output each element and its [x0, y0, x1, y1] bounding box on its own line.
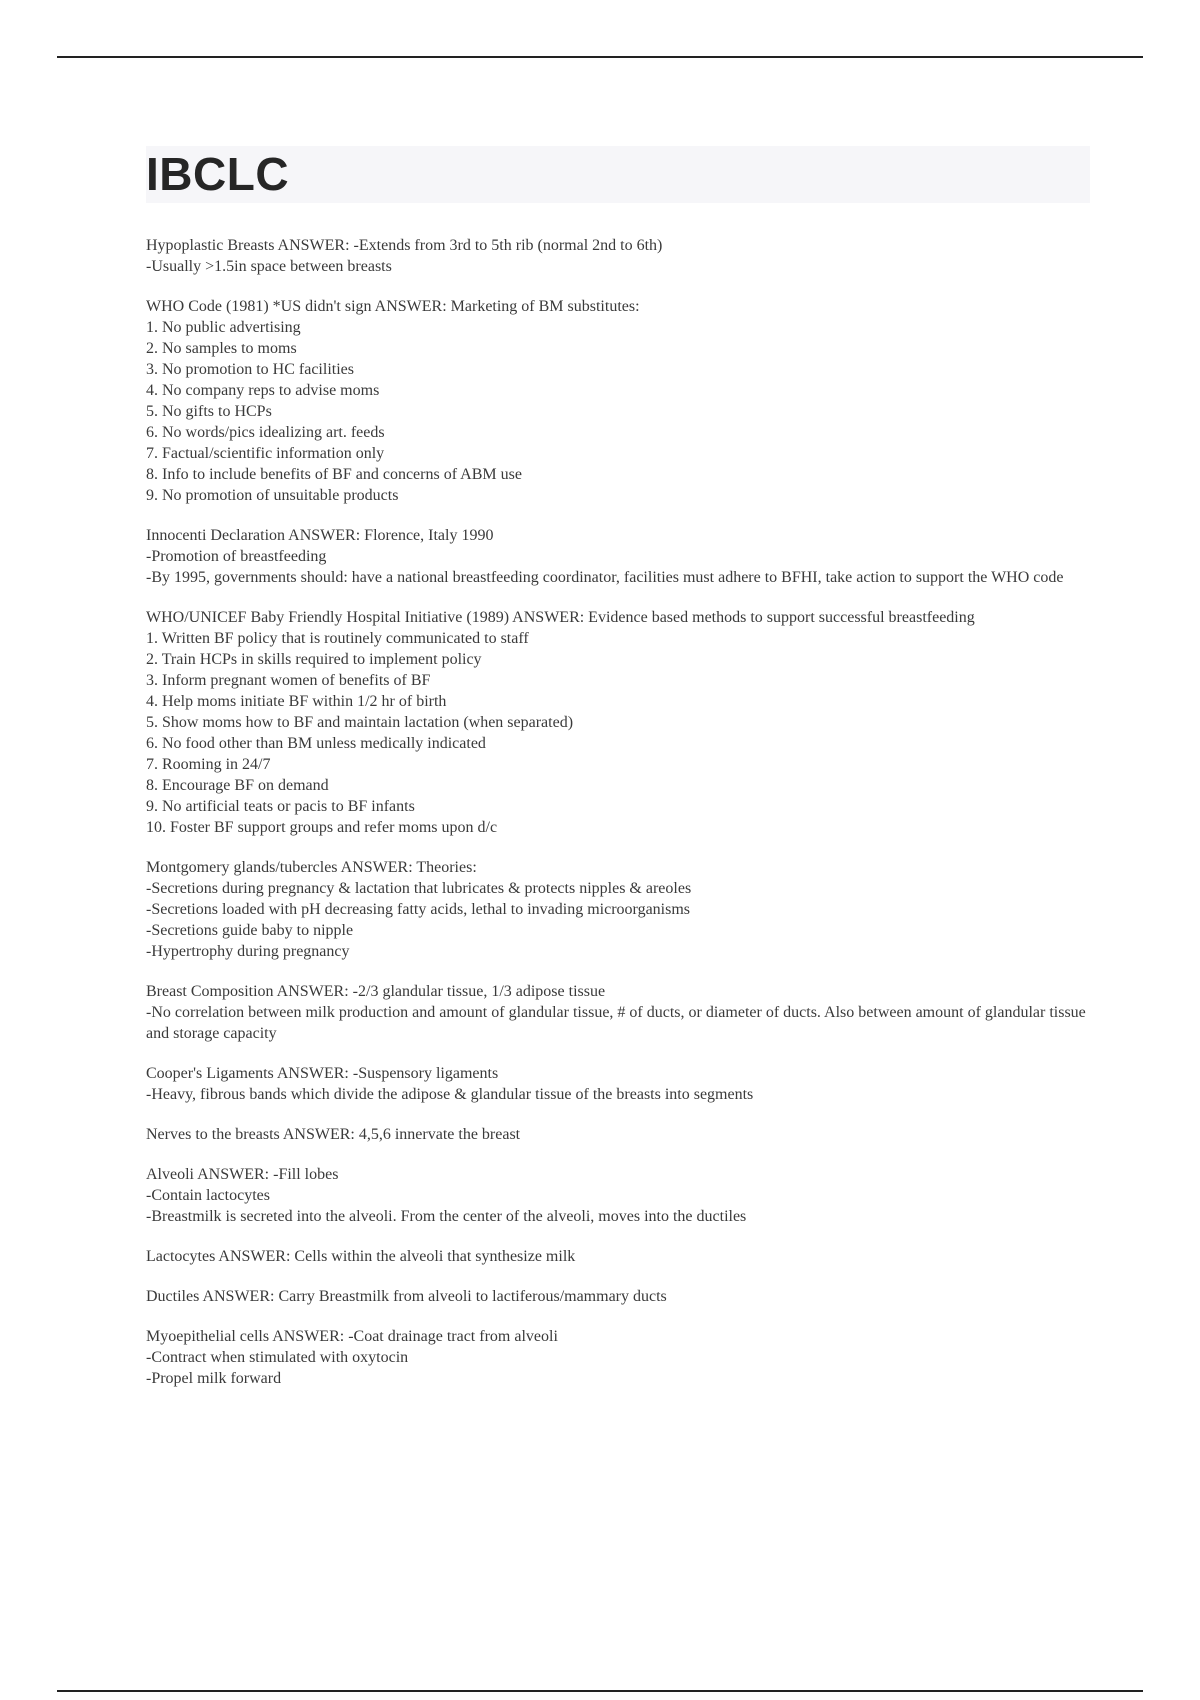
qa-entry-detail-line: -Secretions loaded with pH decreasing fatty acids, lethal to invading microorganisms [146, 901, 691, 918]
qa-entry-detail-line: -Contain lactocytes [146, 1187, 270, 1204]
qa-entry-question-line: Innocenti Declaration ANSWER: Florence, Italy 1990 [146, 527, 494, 544]
qa-entry [146, 235, 1090, 277]
qa-entry-detail-line: 5. No gifts to HCPs [146, 403, 272, 420]
qa-entry-question-line: Nerves to the breasts ANSWER: 4,5,6 innervate the breast [146, 1126, 521, 1143]
qa-entry [146, 1326, 1090, 1389]
qa-entry-detail-line: 10. Foster BF support groups and refer moms upon d/c [146, 819, 498, 836]
qa-entry-detail-line: 3. No promotion to HC facilities [146, 361, 354, 378]
qa-entry-detail-line: 2. Train HCPs in skills required to implement policy [146, 651, 482, 668]
qa-entry-detail-line: 6. No words/pics idealizing art. feeds [146, 424, 385, 441]
qa-entry [146, 981, 1090, 1044]
qa-entry-question-line: Montgomery glands/tubercles ANSWER: Theories: [146, 859, 477, 876]
qa-entry-detail-line: -Usually >1.5in space between breasts [146, 258, 392, 275]
qa-entry-detail-line: -By 1995, governments should: have a national breastfeeding coordinator, facilities must adhere to BFHI, take action to support the WHO code [146, 569, 1064, 586]
qa-entries [146, 235, 1090, 1389]
qa-entry-question-line: Ductiles ANSWER: Carry Breastmilk from alveoli to lactiferous/mammary ducts [146, 1288, 667, 1305]
qa-entry [146, 525, 1090, 588]
qa-entry-question-line: Breast Composition ANSWER: -2/3 glandular tissue, 1/3 adipose tissue [146, 983, 606, 1000]
qa-entry-detail-line: 9. No artificial teats or pacis to BF infants [146, 798, 415, 815]
qa-entry-detail-line: -Promotion of breastfeeding [146, 548, 327, 565]
qa-entry-detail-line: -Contract when stimulated with oxytocin [146, 1349, 409, 1366]
document-body [146, 146, 1090, 1408]
qa-entry [146, 1063, 1090, 1105]
qa-entry-detail-line: 7. Factual/scientific information only [146, 445, 385, 462]
qa-entry [146, 1286, 1090, 1307]
qa-entry-question-line: Cooper's Ligaments ANSWER: -Suspensory ligaments [146, 1065, 499, 1082]
qa-entry-detail-line: -Hypertrophy during pregnancy [146, 943, 350, 960]
qa-entry-detail-line: 4. No company reps to advise moms [146, 382, 380, 399]
qa-entry-question-line: WHO Code (1981) *US didn't sign ANSWER: Marketing of BM substitutes: [146, 298, 640, 315]
qa-entry-detail-line: 8. Info to include benefits of BF and concerns of ABM use [146, 466, 522, 483]
qa-entry-detail-line: -Breastmilk is secreted into the alveoli. From the center of the alveoli, moves into the ductiles [146, 1208, 747, 1225]
qa-entry-question-line: Lactocytes ANSWER: Cells within the alveoli that synthesize milk [146, 1248, 576, 1265]
title-band [146, 146, 1090, 203]
header-rule [57, 56, 1143, 58]
qa-entry-detail-line: 9. No promotion of unsuitable products [146, 487, 399, 504]
qa-entry-detail-line: 5. Show moms how to BF and maintain lactation (when separated) [146, 714, 574, 731]
qa-entry-question-line: Hypoplastic Breasts ANSWER: -Extends from 3rd to 5th rib (normal 2nd to 6th) [146, 237, 663, 254]
qa-entry-detail-line: 4. Help moms initiate BF within 1/2 hr of birth [146, 693, 447, 710]
qa-entry [146, 1246, 1090, 1267]
qa-entry [146, 1164, 1090, 1227]
qa-entry-detail-line: -Secretions guide baby to nipple [146, 922, 354, 939]
footer-rule [57, 1690, 1143, 1692]
qa-entry-detail-line: -No correlation between milk production and amount of glandular tissue, # of ducts, or diameter of ducts. Also between amount of glandular tissue and storage capacity [146, 1004, 1090, 1042]
qa-entry-detail-line: 7. Rooming in 24/7 [146, 756, 271, 773]
qa-entry-detail-line: 8. Encourage BF on demand [146, 777, 329, 794]
qa-entry [146, 857, 1090, 962]
qa-entry [146, 1124, 1090, 1145]
qa-entry-detail-line: -Secretions during pregnancy & lactation that lubricates & protects nipples & areoles [146, 880, 692, 897]
qa-entry [146, 607, 1090, 838]
qa-entry-detail-line: 2. No samples to moms [146, 340, 297, 357]
qa-entry-detail-line: -Propel milk forward [146, 1370, 282, 1387]
qa-entry [146, 296, 1090, 506]
qa-entry-detail-line: 1. Written BF policy that is routinely communicated to staff [146, 630, 529, 647]
qa-entry-detail-line: 3. Inform pregnant women of benefits of BF [146, 672, 431, 689]
qa-entry-detail-line: -Heavy, fibrous bands which divide the adipose & glandular tissue of the breasts into segments [146, 1086, 754, 1103]
qa-entry-question-line: WHO/UNICEF Baby Friendly Hospital Initiative (1989) ANSWER: Evidence based methods to support successful breastfeeding [146, 609, 975, 626]
document-title: IBCLC [146, 148, 290, 200]
qa-entry-question-line: Alveoli ANSWER: -Fill lobes [146, 1166, 339, 1183]
qa-entry-detail-line: 6. No food other than BM unless medically indicated [146, 735, 486, 752]
qa-entry-question-line: Myoepithelial cells ANSWER: -Coat drainage tract from alveoli [146, 1328, 558, 1345]
qa-entry-detail-line: 1. No public advertising [146, 319, 301, 336]
